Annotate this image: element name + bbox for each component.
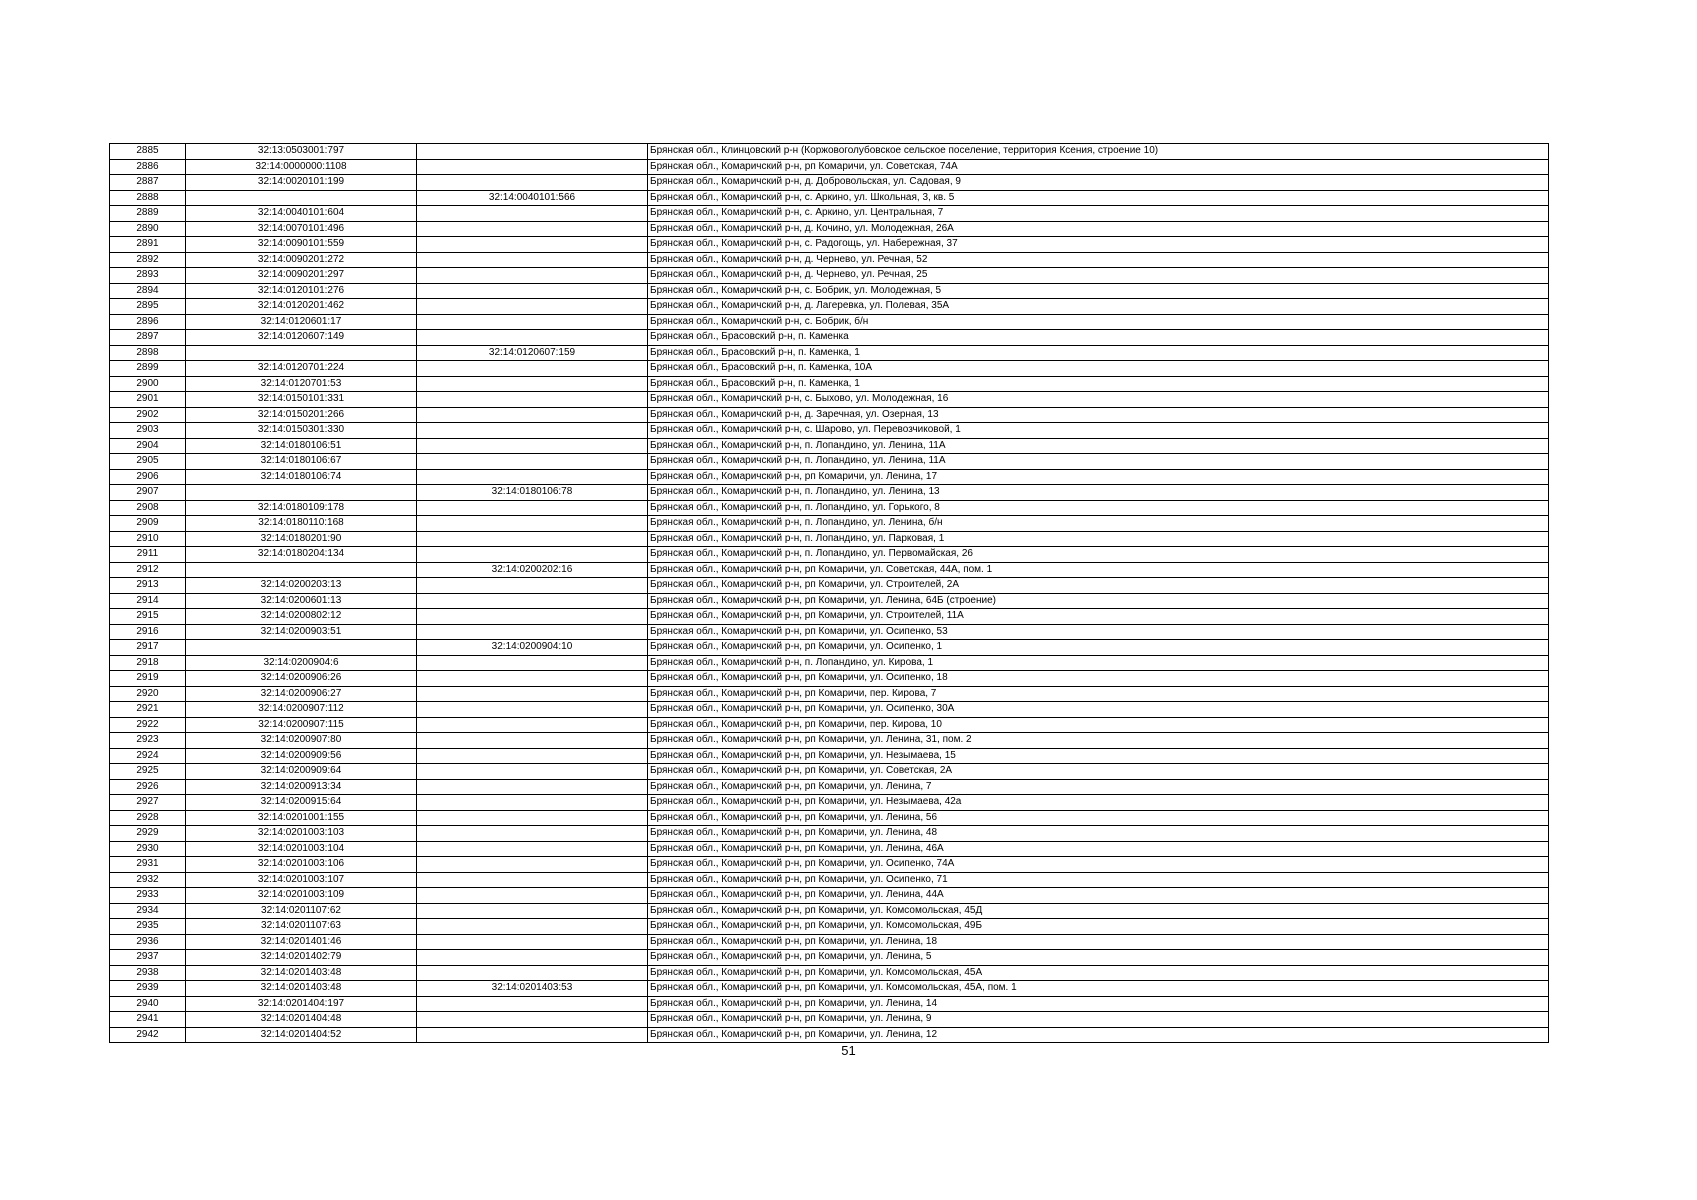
related-cadastral-number-cell: 32:14:0120607:159: [417, 345, 648, 361]
related-cadastral-number-cell: [417, 919, 648, 935]
cadastral-number-cell: 32:14:0200903:51: [186, 624, 417, 640]
cadastral-number-cell: [186, 562, 417, 578]
table-row: [110, 624, 1549, 640]
table-row: [110, 485, 1549, 501]
cadastral-number-cell: 32:14:0200907:112: [186, 702, 417, 718]
registry-table: [109, 143, 1549, 1043]
table-row: [110, 578, 1549, 594]
row-number-cell: 2935: [110, 919, 186, 935]
related-cadastral-number-cell: [417, 717, 648, 733]
related-cadastral-number-cell: [417, 299, 648, 315]
table-row: [110, 469, 1549, 485]
row-number-cell: 2942: [110, 1027, 186, 1043]
cadastral-number-cell: 32:14:0201401:46: [186, 934, 417, 950]
related-cadastral-number-cell: [417, 903, 648, 919]
row-number-cell: 2891: [110, 237, 186, 253]
table-row: [110, 547, 1549, 563]
address-cell: Брянская обл., Комаричский р-н, п. Лопандино, ул. Парковая, 1: [648, 531, 1549, 547]
row-number-cell: 2888: [110, 190, 186, 206]
address-cell: Брянская обл., Комаричский р-н, рп Комаричи, ул. Комсомольская, 45Д: [648, 903, 1549, 919]
address-cell: Брянская обл., Клинцовский р-н (Коржовоголубовское сельское поселение, территория Ксения, строение 10): [648, 144, 1549, 160]
row-number-cell: 2930: [110, 841, 186, 857]
address-cell: Брянская обл., Комаричский р-н, с. Радогощь, ул. Набережная, 37: [648, 237, 1549, 253]
address-cell: Брянская обл., Комаричский р-н, п. Лопандино, ул. Кирова, 1: [648, 655, 1549, 671]
address-cell: Брянская обл., Комаричский р-н, рп Комаричи, ул. Ленина, 12: [648, 1027, 1549, 1043]
table-row: [110, 593, 1549, 609]
related-cadastral-number-cell: [417, 237, 648, 253]
cadastral-number-cell: [186, 485, 417, 501]
row-number-cell: 2932: [110, 872, 186, 888]
cadastral-number-cell: 32:14:0201003:104: [186, 841, 417, 857]
address-cell: Брянская обл., Комаричский р-н, рп Комаричи, ул. Ленина, 9: [648, 1012, 1549, 1028]
related-cadastral-number-cell: [417, 252, 648, 268]
related-cadastral-number-cell: [417, 407, 648, 423]
table-row: [110, 376, 1549, 392]
address-cell: Брянская обл., Комаричский р-н, рп Комаричи, ул. Ленина, 5: [648, 950, 1549, 966]
address-cell: Брянская обл., Брасовский р-н, п. Каменка: [648, 330, 1549, 346]
table-row: [110, 299, 1549, 315]
table-row: [110, 314, 1549, 330]
row-number-cell: 2885: [110, 144, 186, 160]
related-cadastral-number-cell: [417, 314, 648, 330]
row-number-cell: 2920: [110, 686, 186, 702]
cadastral-number-cell: 32:14:0201403:48: [186, 981, 417, 997]
cadastral-number-cell: 32:14:0201404:197: [186, 996, 417, 1012]
related-cadastral-number-cell: [417, 531, 648, 547]
row-number-cell: 2926: [110, 779, 186, 795]
address-cell: Брянская обл., Комаричский р-н, рп Комаричи, ул. Ленина, 64Б (строение): [648, 593, 1549, 609]
cadastral-number-cell: 32:14:0150101:331: [186, 392, 417, 408]
cadastral-number-cell: 32:14:0200909:64: [186, 764, 417, 780]
row-number-cell: 2904: [110, 438, 186, 454]
table-row: [110, 454, 1549, 470]
table-row: [110, 516, 1549, 532]
table-row: [110, 919, 1549, 935]
cadastral-number-cell: 32:14:0201107:62: [186, 903, 417, 919]
row-number-cell: 2897: [110, 330, 186, 346]
table-row: [110, 159, 1549, 175]
related-cadastral-number-cell: [417, 702, 648, 718]
related-cadastral-number-cell: [417, 686, 648, 702]
address-cell: Брянская обл., Комаричский р-н, п. Лопандино, ул. Ленина, 13: [648, 485, 1549, 501]
row-number-cell: 2910: [110, 531, 186, 547]
table-row: [110, 361, 1549, 377]
cadastral-number-cell: 32:14:0201003:106: [186, 857, 417, 873]
related-cadastral-number-cell: [417, 841, 648, 857]
related-cadastral-number-cell: [417, 516, 648, 532]
cadastral-number-cell: 32:14:0200802:12: [186, 609, 417, 625]
table-row: [110, 283, 1549, 299]
table-row: [110, 1027, 1549, 1043]
cadastral-number-cell: 32:14:0150201:266: [186, 407, 417, 423]
cadastral-number-cell: 32:14:0201001:155: [186, 810, 417, 826]
address-cell: Брянская обл., Комаричский р-н, рп Комаричи, ул. Ленина, 56: [648, 810, 1549, 826]
related-cadastral-number-cell: [417, 965, 648, 981]
address-cell: Брянская обл., Комаричский р-н, рп Комаричи, ул. Советская, 2А: [648, 764, 1549, 780]
table-row: [110, 562, 1549, 578]
row-number-cell: 2901: [110, 392, 186, 408]
address-cell: Брянская обл., Комаричский р-н, п. Лопандино, ул. Первомайская, 26: [648, 547, 1549, 563]
row-number-cell: 2916: [110, 624, 186, 640]
cadastral-number-cell: 32:14:0180204:134: [186, 547, 417, 563]
cadastral-number-cell: 32:14:0180109:178: [186, 500, 417, 516]
address-cell: Брянская обл., Комаричский р-н, п. Лопандино, ул. Ленина, б/н: [648, 516, 1549, 532]
table-row: [110, 841, 1549, 857]
cadastral-number-cell: 32:14:0200913:34: [186, 779, 417, 795]
row-number-cell: 2931: [110, 857, 186, 873]
row-number-cell: 2896: [110, 314, 186, 330]
row-number-cell: 2905: [110, 454, 186, 470]
address-cell: Брянская обл., Комаричский р-н, с. Быхово, ул. Молодежная, 16: [648, 392, 1549, 408]
row-number-cell: 2894: [110, 283, 186, 299]
related-cadastral-number-cell: [417, 376, 648, 392]
related-cadastral-number-cell: [417, 795, 648, 811]
related-cadastral-number-cell: 32:14:0040101:566: [417, 190, 648, 206]
row-number-cell: 2941: [110, 1012, 186, 1028]
cadastral-number-cell: 32:14:0040101:604: [186, 206, 417, 222]
address-cell: Брянская обл., Комаричский р-н, рп Комаричи, ул. Осипенко, 74А: [648, 857, 1549, 873]
address-cell: Брянская обл., Комаричский р-н, рп Комаричи, ул. Осипенко, 30А: [648, 702, 1549, 718]
address-cell: Брянская обл., Комаричский р-н, рп Комаричи, ул. Осипенко, 71: [648, 872, 1549, 888]
row-number-cell: 2914: [110, 593, 186, 609]
related-cadastral-number-cell: [417, 144, 648, 160]
related-cadastral-number-cell: [417, 624, 648, 640]
address-cell: Брянская обл., Комаричский р-н, с. Аркино, ул. Центральная, 7: [648, 206, 1549, 222]
cadastral-number-cell: 32:14:0020101:199: [186, 175, 417, 191]
cadastral-number-cell: 32:14:0200907:80: [186, 733, 417, 749]
address-cell: Брянская обл., Комаричский р-н, рп Комаричи, ул. Ленина, 17: [648, 469, 1549, 485]
registry-table-body: [110, 144, 1549, 1043]
table-row: [110, 221, 1549, 237]
row-number-cell: 2902: [110, 407, 186, 423]
table-row: [110, 268, 1549, 284]
cadastral-number-cell: 32:14:0201107:63: [186, 919, 417, 935]
address-cell: Брянская обл., Комаричский р-н, д. Чернево, ул. Речная, 52: [648, 252, 1549, 268]
related-cadastral-number-cell: [417, 609, 648, 625]
row-number-cell: 2890: [110, 221, 186, 237]
related-cadastral-number-cell: [417, 283, 648, 299]
cadastral-number-cell: 32:14:0120201:462: [186, 299, 417, 315]
cadastral-number-cell: 32:14:0120701:53: [186, 376, 417, 392]
table-row: [110, 345, 1549, 361]
row-number-cell: 2915: [110, 609, 186, 625]
row-number-cell: 2906: [110, 469, 186, 485]
related-cadastral-number-cell: [417, 330, 648, 346]
related-cadastral-number-cell: [417, 779, 648, 795]
related-cadastral-number-cell: [417, 423, 648, 439]
related-cadastral-number-cell: [417, 872, 648, 888]
table-row: [110, 686, 1549, 702]
address-cell: Брянская обл., Комаричский р-н, рп Комаричи, ул. Осипенко, 1: [648, 640, 1549, 656]
table-row: [110, 965, 1549, 981]
related-cadastral-number-cell: [417, 810, 648, 826]
cadastral-number-cell: 32:14:0200906:26: [186, 671, 417, 687]
row-number-cell: 2921: [110, 702, 186, 718]
cadastral-number-cell: 32:14:0000000:1108: [186, 159, 417, 175]
row-number-cell: 2924: [110, 748, 186, 764]
cadastral-number-cell: 32:14:0120601:17: [186, 314, 417, 330]
table-row: [110, 950, 1549, 966]
cadastral-number-cell: 32:14:0180110:168: [186, 516, 417, 532]
page-number: 51: [841, 1043, 856, 1058]
table-row: [110, 423, 1549, 439]
row-number-cell: 2907: [110, 485, 186, 501]
cadastral-number-cell: 32:14:0200909:56: [186, 748, 417, 764]
row-number-cell: 2928: [110, 810, 186, 826]
cadastral-number-cell: 32:14:0200907:115: [186, 717, 417, 733]
related-cadastral-number-cell: 32:14:0180106:78: [417, 485, 648, 501]
cadastral-number-cell: 32:14:0200601:13: [186, 593, 417, 609]
cadastral-number-cell: 32:14:0201404:48: [186, 1012, 417, 1028]
address-cell: Брянская обл., Комаричский р-н, рп Комаричи, ул. Осипенко, 18: [648, 671, 1549, 687]
address-cell: Брянская обл., Комаричский р-н, п. Лопандино, ул. Ленина, 11А: [648, 438, 1549, 454]
cadastral-number-cell: 32:14:0201404:52: [186, 1027, 417, 1043]
address-cell: Брянская обл., Комаричский р-н, рп Комаричи, ул. Ленина, 31, пом. 2: [648, 733, 1549, 749]
row-number-cell: 2911: [110, 547, 186, 563]
table-row: [110, 872, 1549, 888]
table-row: [110, 810, 1549, 826]
address-cell: Брянская обл., Комаричский р-н, рп Комаричи, ул. Комсомольская, 45А: [648, 965, 1549, 981]
address-cell: Брянская обл., Комаричский р-н, п. Лопандино, ул. Горького, 8: [648, 500, 1549, 516]
address-cell: Брянская обл., Комаричский р-н, с. Шарово, ул. Перевозчиковой, 1: [648, 423, 1549, 439]
related-cadastral-number-cell: [417, 392, 648, 408]
row-number-cell: 2919: [110, 671, 186, 687]
address-cell: Брянская обл., Комаричский р-н, рп Комаричи, ул. Комсомольская, 49Б: [648, 919, 1549, 935]
address-cell: Брянская обл., Брасовский р-н, п. Каменка, 10А: [648, 361, 1549, 377]
table-row: [110, 407, 1549, 423]
cadastral-number-cell: 32:14:0120101:276: [186, 283, 417, 299]
address-cell: Брянская обл., Комаричский р-н, рп Комаричи, ул. Комсомольская, 45А, пом. 1: [648, 981, 1549, 997]
table-row: [110, 392, 1549, 408]
cadastral-number-cell: 32:14:0150301:330: [186, 423, 417, 439]
related-cadastral-number-cell: [417, 593, 648, 609]
address-cell: Брянская обл., Комаричский р-н, рп Комаричи, ул. Незымаева, 15: [648, 748, 1549, 764]
table-row: [110, 252, 1549, 268]
row-number-cell: 2936: [110, 934, 186, 950]
related-cadastral-number-cell: [417, 1012, 648, 1028]
table-row: [110, 190, 1549, 206]
related-cadastral-number-cell: [417, 578, 648, 594]
cadastral-number-cell: 32:14:0200203:13: [186, 578, 417, 594]
row-number-cell: 2886: [110, 159, 186, 175]
row-number-cell: 2933: [110, 888, 186, 904]
address-cell: Брянская обл., Комаричский р-н, рп Комаричи, ул. Ленина, 44А: [648, 888, 1549, 904]
related-cadastral-number-cell: [417, 547, 648, 563]
table-row: [110, 857, 1549, 873]
address-cell: Брянская обл., Комаричский р-н, рп Комаричи, ул. Строителей, 11А: [648, 609, 1549, 625]
row-number-cell: 2900: [110, 376, 186, 392]
cadastral-number-cell: 32:14:0180106:67: [186, 454, 417, 470]
related-cadastral-number-cell: [417, 268, 648, 284]
address-cell: Брянская обл., Комаричский р-н, рп Комаричи, ул. Строителей, 2А: [648, 578, 1549, 594]
table-row: [110, 500, 1549, 516]
row-number-cell: 2934: [110, 903, 186, 919]
table-row: [110, 175, 1549, 191]
table-row: [110, 717, 1549, 733]
cadastral-number-cell: 32:14:0201003:103: [186, 826, 417, 842]
table-row: [110, 144, 1549, 160]
address-cell: Брянская обл., Комаричский р-н, рп Комаричи, пер. Кирова, 10: [648, 717, 1549, 733]
related-cadastral-number-cell: [417, 159, 648, 175]
related-cadastral-number-cell: [417, 934, 648, 950]
related-cadastral-number-cell: [417, 175, 648, 191]
row-number-cell: 2889: [110, 206, 186, 222]
row-number-cell: 2899: [110, 361, 186, 377]
address-cell: Брянская обл., Комаричский р-н, рп Комаричи, ул. Ленина, 14: [648, 996, 1549, 1012]
address-cell: Брянская обл., Брасовский р-н, п. Каменка, 1: [648, 345, 1549, 361]
address-cell: Брянская обл., Комаричский р-н, рп Комаричи, пер. Кирова, 7: [648, 686, 1549, 702]
row-number-cell: 2938: [110, 965, 186, 981]
cadastral-number-cell: 32:14:0180201:90: [186, 531, 417, 547]
address-cell: Брянская обл., Комаричский р-н, рп Комаричи, ул. Ленина, 46А: [648, 841, 1549, 857]
cadastral-number-cell: 32:14:0201003:107: [186, 872, 417, 888]
cadastral-number-cell: 32:14:0201003:109: [186, 888, 417, 904]
cadastral-number-cell: 32:14:0201403:48: [186, 965, 417, 981]
table-row: [110, 779, 1549, 795]
row-number-cell: 2927: [110, 795, 186, 811]
related-cadastral-number-cell: 32:14:0200202:16: [417, 562, 648, 578]
cadastral-number-cell: 32:13:0503001:797: [186, 144, 417, 160]
table-row: [110, 826, 1549, 842]
table-row: [110, 330, 1549, 346]
row-number-cell: 2923: [110, 733, 186, 749]
row-number-cell: 2917: [110, 640, 186, 656]
address-cell: Брянская обл., Комаричский р-н, рп Комаричи, ул. Ленина, 7: [648, 779, 1549, 795]
cadastral-number-cell: 32:14:0201402:79: [186, 950, 417, 966]
related-cadastral-number-cell: [417, 733, 648, 749]
address-cell: Брянская обл., Брасовский р-н, п. Каменка, 1: [648, 376, 1549, 392]
row-number-cell: 2887: [110, 175, 186, 191]
row-number-cell: 2895: [110, 299, 186, 315]
address-cell: Брянская обл., Комаричский р-н, рп Комаричи, ул. Ленина, 48: [648, 826, 1549, 842]
row-number-cell: 2922: [110, 717, 186, 733]
address-cell: Брянская обл., Комаричский р-н, д. Заречная, ул. Озерная, 13: [648, 407, 1549, 423]
row-number-cell: 2939: [110, 981, 186, 997]
cadastral-number-cell: [186, 640, 417, 656]
row-number-cell: 2909: [110, 516, 186, 532]
related-cadastral-number-cell: [417, 221, 648, 237]
table-row: [110, 795, 1549, 811]
row-number-cell: 2892: [110, 252, 186, 268]
address-cell: Брянская обл., Комаричский р-н, д. Лагеревка, ул. Полевая, 35А: [648, 299, 1549, 315]
address-cell: Брянская обл., Комаричский р-н, с. Бобрик, ул. Молодежная, 5: [648, 283, 1549, 299]
cadastral-number-cell: 32:14:0090201:297: [186, 268, 417, 284]
table-row: [110, 671, 1549, 687]
related-cadastral-number-cell: [417, 950, 648, 966]
address-cell: Брянская обл., Комаричский р-н, д. Кочино, ул. Молодежная, 26А: [648, 221, 1549, 237]
address-cell: Брянская обл., Комаричский р-н, д. Чернево, ул. Речная, 25: [648, 268, 1549, 284]
table-row: [110, 1012, 1549, 1028]
table-row: [110, 237, 1549, 253]
cadastral-number-cell: 32:14:0070101:496: [186, 221, 417, 237]
row-number-cell: 2908: [110, 500, 186, 516]
related-cadastral-number-cell: [417, 500, 648, 516]
table-row: [110, 438, 1549, 454]
cadastral-number-cell: 32:14:0090101:559: [186, 237, 417, 253]
address-cell: Брянская обл., Комаричский р-н, д. Добровольская, ул. Садовая, 9: [648, 175, 1549, 191]
related-cadastral-number-cell: [417, 1027, 648, 1043]
address-cell: Брянская обл., Комаричский р-н, рп Комаричи, ул. Незымаева, 42а: [648, 795, 1549, 811]
row-number-cell: 2937: [110, 950, 186, 966]
table-row: [110, 655, 1549, 671]
related-cadastral-number-cell: 32:14:0201403:53: [417, 981, 648, 997]
row-number-cell: 2918: [110, 655, 186, 671]
related-cadastral-number-cell: [417, 748, 648, 764]
row-number-cell: 2925: [110, 764, 186, 780]
row-number-cell: 2903: [110, 423, 186, 439]
related-cadastral-number-cell: 32:14:0200904:10: [417, 640, 648, 656]
related-cadastral-number-cell: [417, 996, 648, 1012]
address-cell: Брянская обл., Комаричский р-н, рп Комаричи, ул. Советская, 44А, пом. 1: [648, 562, 1549, 578]
table-row: [110, 934, 1549, 950]
related-cadastral-number-cell: [417, 206, 648, 222]
related-cadastral-number-cell: [417, 655, 648, 671]
cadastral-number-cell: [186, 345, 417, 361]
related-cadastral-number-cell: [417, 764, 648, 780]
address-cell: Брянская обл., Комаричский р-н, рп Комаричи, ул. Ленина, 18: [648, 934, 1549, 950]
table-row: [110, 206, 1549, 222]
table-row: [110, 903, 1549, 919]
table-row: [110, 609, 1549, 625]
cadastral-number-cell: 32:14:0200906:27: [186, 686, 417, 702]
related-cadastral-number-cell: [417, 857, 648, 873]
table-row: [110, 702, 1549, 718]
related-cadastral-number-cell: [417, 888, 648, 904]
related-cadastral-number-cell: [417, 361, 648, 377]
related-cadastral-number-cell: [417, 826, 648, 842]
address-cell: Брянская обл., Комаричский р-н, с. Бобрик, б/н: [648, 314, 1549, 330]
related-cadastral-number-cell: [417, 454, 648, 470]
address-cell: Брянская обл., Комаричский р-н, с. Аркино, ул. Школьная, 3, кв. 5: [648, 190, 1549, 206]
cadastral-number-cell: 32:14:0180106:51: [186, 438, 417, 454]
address-cell: Брянская обл., Комаричский р-н, рп Комаричи, ул. Осипенко, 53: [648, 624, 1549, 640]
table-row: [110, 733, 1549, 749]
table-row: [110, 748, 1549, 764]
table-row: [110, 640, 1549, 656]
address-cell: Брянская обл., Комаричский р-н, рп Комаричи, ул. Советская, 74А: [648, 159, 1549, 175]
row-number-cell: 2929: [110, 826, 186, 842]
table-row: [110, 531, 1549, 547]
row-number-cell: 2940: [110, 996, 186, 1012]
table-row: [110, 996, 1549, 1012]
cadastral-number-cell: 32:14:0200904:6: [186, 655, 417, 671]
cadastral-number-cell: 32:14:0120701:224: [186, 361, 417, 377]
row-number-cell: 2898: [110, 345, 186, 361]
cadastral-number-cell: [186, 190, 417, 206]
table-row: [110, 888, 1549, 904]
cadastral-number-cell: 32:14:0090201:272: [186, 252, 417, 268]
row-number-cell: 2912: [110, 562, 186, 578]
related-cadastral-number-cell: [417, 671, 648, 687]
related-cadastral-number-cell: [417, 438, 648, 454]
row-number-cell: 2913: [110, 578, 186, 594]
cadastral-number-cell: 32:14:0180106:74: [186, 469, 417, 485]
address-cell: Брянская обл., Комаричский р-н, п. Лопандино, ул. Ленина, 11А: [648, 454, 1549, 470]
table-row: [110, 981, 1549, 997]
table-row: [110, 764, 1549, 780]
cadastral-number-cell: 32:14:0120607:149: [186, 330, 417, 346]
cadastral-number-cell: 32:14:0200915:64: [186, 795, 417, 811]
related-cadastral-number-cell: [417, 469, 648, 485]
row-number-cell: 2893: [110, 268, 186, 284]
